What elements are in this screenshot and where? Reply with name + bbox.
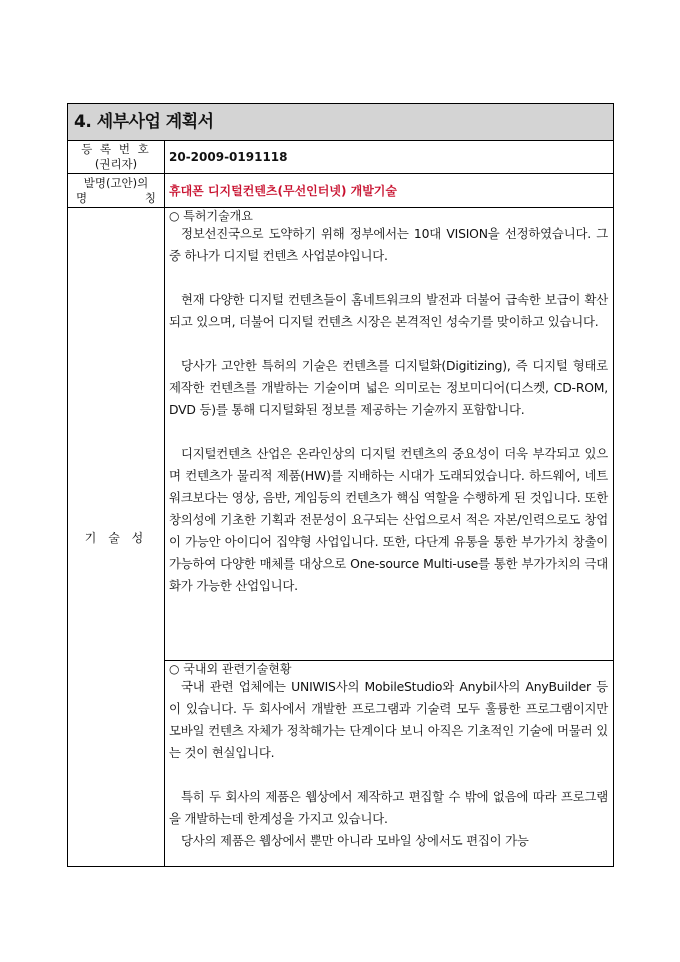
related-paragraph-1: 국내 관련 업체에는 UNIWIS사의 MobileStudio와 Anybil사의 AnyBuilder 등이 있습니다. 두 회사에서 개발한 프로그램과 기술력 모두 훌륭한 프로그램이지만 모바일 컨텐츠 자체가 정착해가는 단계이다 보니 아직은 기초적인 기술에 머물러 있는 것이 현실입니다. bbox=[169, 679, 609, 760]
invention-name-label-cell bbox=[68, 174, 165, 208]
registration-label: 등 록 번 호 bbox=[81, 142, 151, 156]
related-tech-heading: ○ 국내외 관련기술현황 bbox=[169, 662, 292, 676]
page-title: 4. 세부사업 계획서 bbox=[74, 112, 214, 132]
related-paragraph-2: 특히 두 회사의 제품은 웹상에서 제작하고 편집할 수 밖에 없음에 따라 프로그램을 개발하는데 한계성을 가지고 있습니다. bbox=[169, 789, 609, 826]
title-row bbox=[68, 104, 614, 141]
patent-overview-heading: ○ 특허기술개요 bbox=[169, 209, 253, 223]
overview-paragraph-3: 당사가 고안한 특허의 기술은 컨텐츠를 디지털화(Digitizing), 즉 디지털 형태로 제작한 컨텐츠를 개발하는 기술이며 넓은 의미로는 정보미디어(디스켓, CD-ROM, DVD 등)를 통해 디지털화된 정보를 제공하는 기술까지 포함합니다. bbox=[169, 358, 609, 417]
technology-label: 기 술 성 bbox=[68, 208, 165, 867]
overview-paragraph-4: 디지털컨텐츠 산업은 온라인상의 디지털 컨텐츠의 중요성이 더욱 부각되고 있으며 컨텐츠가 물리적 제품(HW)를 지배하는 시대가 도래되었습니다. 하드웨어, 네트워크보다는 영상, 음반, 게임등의 컨텐츠가 핵심 역할을 수행하게 된 것입니다. 또한 창의성에 기초한 기획과 전문성이 요구되는 산업으로서 적은 자본/인력으로도 창업이 가능안 아이디어 집약형 사업입니다. 또한, 다단계 유통을 통한 부가가치 창출이 가능하여 다양한 매체를 대상으로 One-source Multi-use를 통한 부가가치의 극대화가 가능한 산업입니다. bbox=[169, 446, 609, 593]
patent-overview-cell bbox=[165, 208, 614, 661]
overview-paragraph-1: 정보선진국으로 도약하기 위해 정부에서는 10대 VISION을 선정하였습니다. 그 중 하나가 디지털 컨텐츠 사업분야입니다. bbox=[169, 226, 609, 263]
name-label-b: 칭 bbox=[144, 190, 156, 205]
registration-label-cell bbox=[68, 141, 165, 174]
invention-name: 휴대폰 디지털컨텐츠(무선인터넷) 개발기술 bbox=[165, 174, 614, 208]
related-paragraph-3: 당사의 제품은 웹상에서 뿐만 아니라 모바일 상에서도 편집이 가능 bbox=[181, 833, 529, 848]
rights-holder-label: (권리자) bbox=[94, 157, 138, 171]
business-plan-table bbox=[67, 103, 614, 867]
invention-label: 발명(고안)의 bbox=[83, 175, 149, 190]
related-tech-cell bbox=[165, 661, 614, 867]
name-label-a: 명 bbox=[76, 190, 88, 205]
registration-number: 20-2009-0191118 bbox=[165, 141, 614, 174]
overview-paragraph-2: 현재 다양한 디지털 컨텐츠들이 홈네트워크의 발전과 더불어 급속한 보급이 확산되고 있으며, 더불어 디지털 컨텐츠 시장은 본격적인 성숙기를 맞이하고 있습니다. bbox=[169, 292, 609, 329]
